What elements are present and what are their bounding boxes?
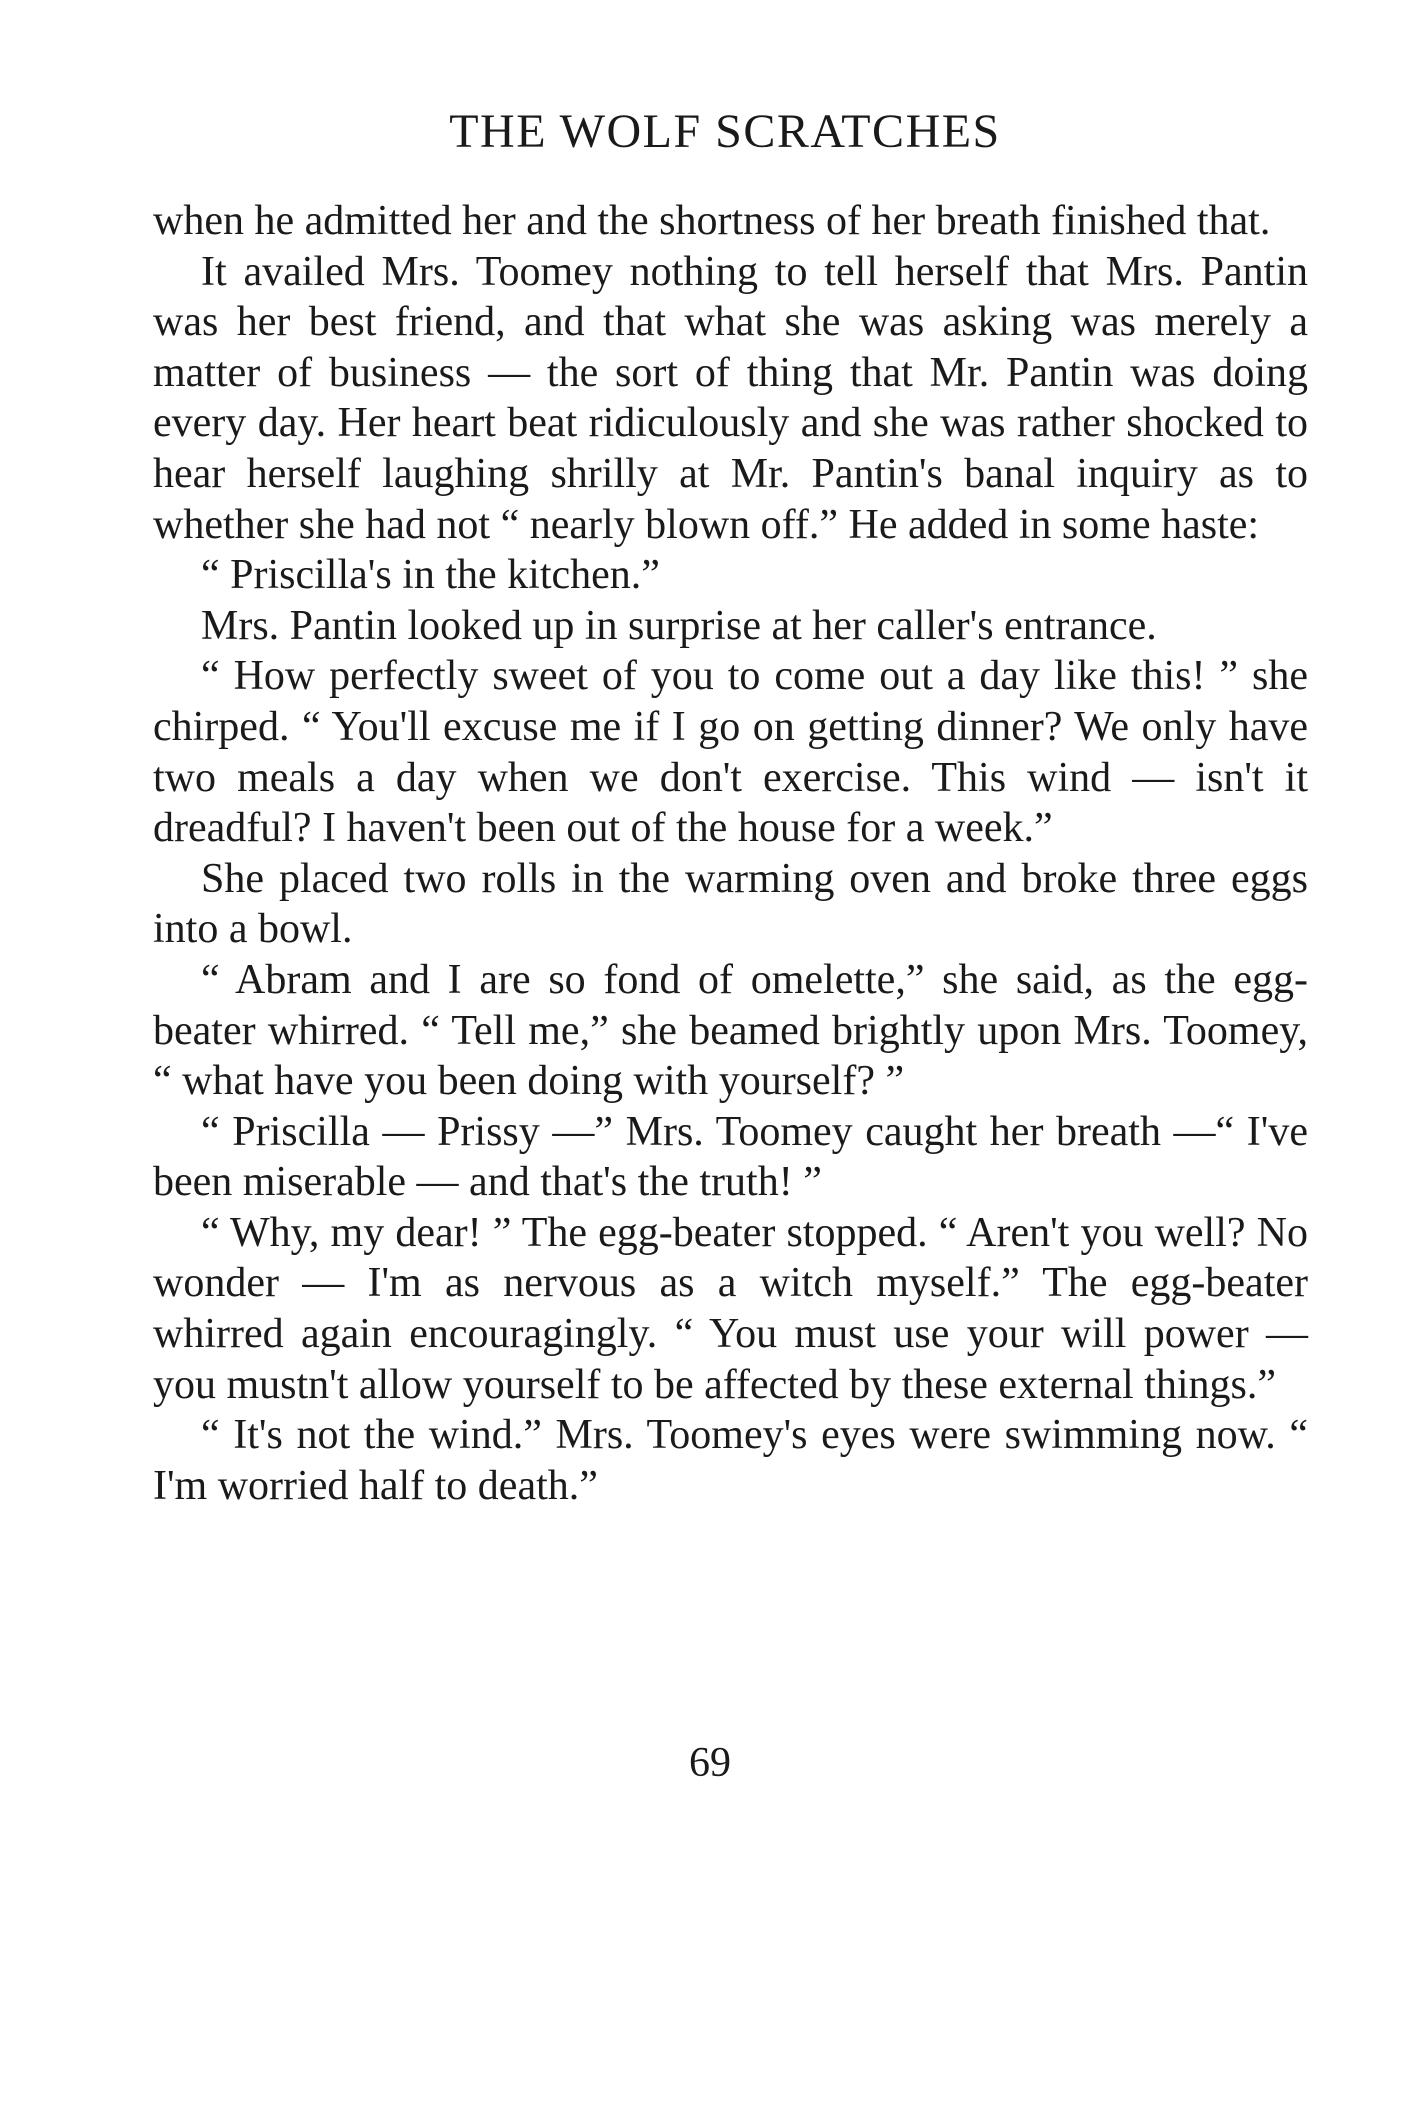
page-number: 69: [689, 1740, 731, 1786]
running-head: THE WOLF SCRATCHES: [449, 105, 1001, 158]
paragraph: It availed Mrs. Toomey nothing to tell herself that Mrs. Pantin was her best friend, and that what she was asking was merely a matter of business — the sort of thing that Mr. Pantin was doing every day. Her heart beat ridiculously and she was rather shocked to hear herself laughing shrilly at Mr. Pantin's banal inquiry as to whether she had not “ nearly blown off.” He added in some haste:: [153, 248, 1308, 548]
paragraph: “ How perfectly sweet of you to come out a day like this! ” she chirped. “ You'll excuse me if I go on getting dinner? We only have two meals a day when we don't exercise. This wind — isn't it dreadful? I haven't been out of the house for a week.”: [153, 653, 1308, 852]
paragraph: “ Priscilla's in the kitchen.”: [201, 552, 660, 599]
paragraph: She placed two rolls in the warming oven and broke three eggs into a bowl.: [153, 855, 1308, 953]
paragraph-continued: when he admitted her and the shortness of her breath finished that.: [153, 198, 1271, 244]
paragraph: Mrs. Pantin looked up in surprise at her caller's entrance.: [201, 602, 1157, 649]
paragraph: “ It's not the wind.” Mrs. Toomey's eyes were swimming now. “ I'm worried half to death.”: [153, 1412, 1308, 1509]
paragraph: “ Priscilla — Prissy —” Mrs. Toomey caught her breath —“ I've been miserable — and that's the truth! ”: [153, 1108, 1308, 1206]
paragraph: “ Abram and I are so fond of omelette,” she said, as the egg-beater whirred. “ Tell me,” she beamed brightly upon Mrs. Toomey, “ what have you been doing with yourself? ”: [153, 956, 1308, 1105]
body-text: [153, 196, 1308, 1511]
paragraph: “ Why, my dear! ” The egg-beater stopped. “ Aren't you well? No wonder — I'm as nervous as a witch myself.” The egg-beater whirred again encouragingly. “ You must use your will power — you mustn't allow yourself to be affected by these external things.”: [153, 1209, 1308, 1408]
